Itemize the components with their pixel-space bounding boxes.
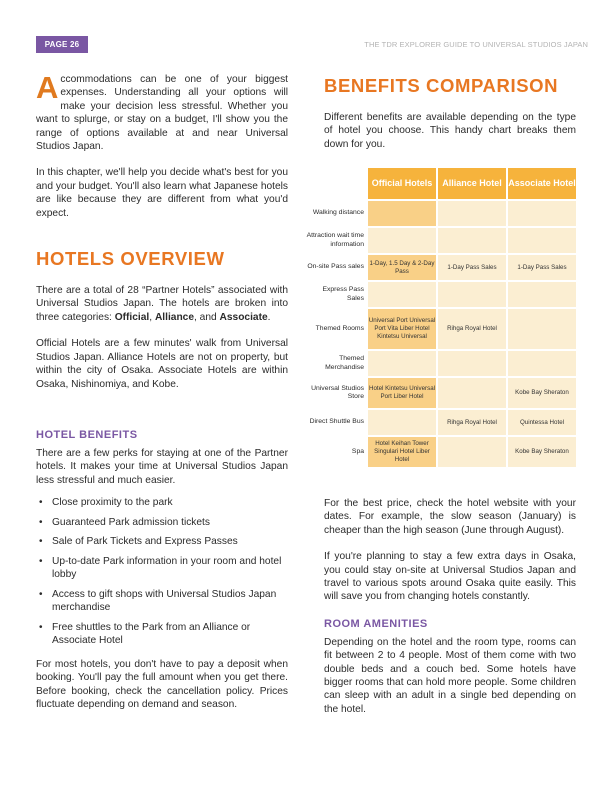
table-cell bbox=[508, 201, 576, 226]
stay-paragraph: If you're planning to stay a few extra days in Osaka, you could stay on-site at Universal Studios Japan and travel to various spots around Osaka quite easily. This will save you from changing hotels constantly. bbox=[324, 551, 576, 603]
list-item: • Close proximity to the park bbox=[39, 497, 173, 509]
left-column bbox=[36, 70, 288, 711]
table-row bbox=[304, 282, 576, 307]
table-cell: 1-Day, 1.5 Day & 2-Day Pass bbox=[368, 255, 436, 280]
row-label: Direct Shuttle Bus bbox=[309, 418, 364, 426]
table-cell bbox=[368, 282, 436, 307]
table-cell: Hotel Keihan Tower Singulari Hotel Liber Hotel bbox=[368, 437, 436, 467]
table-cell: 1-Day Pass Sales bbox=[508, 255, 576, 280]
row-label: Walking distance bbox=[312, 209, 364, 217]
hotels-overview-heading: HOTELS OVERVIEW bbox=[36, 248, 225, 270]
table-cell bbox=[508, 351, 576, 376]
benefits-comparison-heading: BENEFITS COMPARISON bbox=[324, 75, 559, 96]
table-cell bbox=[438, 351, 506, 376]
table-cell: Kobe Bay Sheraton bbox=[508, 378, 576, 408]
table-cell bbox=[438, 437, 506, 467]
row-label: Attraction wait time information bbox=[306, 232, 364, 248]
page-number-badge: PAGE 26 bbox=[36, 36, 88, 53]
list-item: • Access to gift shops with Universal Studios Japan merchandise bbox=[39, 588, 277, 614]
table-row bbox=[304, 255, 576, 280]
hotel-benefits-heading: HOTEL BENEFITS bbox=[36, 428, 138, 441]
right-column bbox=[324, 73, 576, 151]
table-cell bbox=[438, 378, 506, 408]
benefits-comparison-table bbox=[302, 166, 578, 469]
column-header-alliance: Alliance Hotel bbox=[438, 168, 506, 199]
table-cell: Hotel Kintetsu Universal Port Liber Hotel bbox=[368, 378, 436, 408]
room-amenities-heading: ROOM AMENITIES bbox=[324, 617, 428, 630]
table-row bbox=[304, 309, 576, 349]
table-cell: Rihga Royal Hotel bbox=[438, 309, 506, 349]
list-item: • Sale of Park Tickets and Express Passes bbox=[39, 536, 238, 548]
row-label: Themed Merchandise bbox=[325, 355, 364, 371]
table-cell bbox=[508, 228, 576, 253]
table-cell bbox=[368, 351, 436, 376]
table-row bbox=[304, 201, 576, 226]
table-row bbox=[304, 410, 576, 435]
table-row bbox=[304, 228, 576, 253]
drop-cap: A bbox=[36, 70, 59, 105]
table-row bbox=[304, 437, 576, 467]
benefits-paragraph: There are a few perks for staying at one of the Partner hotels. It makes your time at Universal Studios Japan less stressful and much easier. bbox=[36, 447, 288, 486]
table-cell bbox=[508, 282, 576, 307]
table-cell bbox=[368, 228, 436, 253]
list-item: • Guaranteed Park admission tickets bbox=[39, 516, 210, 528]
overview-paragraph-2: Official Hotels are a few minutes' walk from Universal Studios Japan. Alliance Hotels are not on property, but within the city of Osaka. Associate Hotels are within Osaka, Nishinomiya, and Kobe. bbox=[36, 338, 288, 390]
table-header-row bbox=[304, 168, 576, 199]
intro-paragraph-2: In this chapter, we'll help you decide what's best for you and your budget. You'll also learn what Japanese hotels are like because they are different from what you'd expect. bbox=[36, 167, 288, 219]
row-label: On-site Pass sales bbox=[307, 263, 364, 271]
table-cell bbox=[508, 309, 576, 349]
list-item: • Free shuttles to the Park from an Alliance or Associate Hotel bbox=[39, 621, 251, 647]
corner-cell bbox=[304, 168, 366, 199]
table-row bbox=[304, 351, 576, 376]
column-header-official: Official Hotels bbox=[368, 168, 436, 199]
table-cell: Quintessa Hotel bbox=[508, 410, 576, 435]
table-cell bbox=[438, 201, 506, 226]
amenities-paragraph: Depending on the hotel and the room type, rooms can fit between 2 to 4 people. Most of them come with two double beds and a couch bed. Some hotels have bigger rooms that can hold more people. Some children can sleep with an adult in a single bed depending on the hotel. bbox=[324, 636, 576, 715]
table-cell: Rihga Royal Hotel bbox=[438, 410, 506, 435]
table-cell: Kobe Bay Sheraton bbox=[508, 437, 576, 467]
row-label: Themed Rooms bbox=[315, 324, 364, 332]
table-cell: 1-Day Pass Sales bbox=[438, 255, 506, 280]
price-paragraph: For the best price, check the hotel website with your dates. For example, the slow season (January) is cheaper than the high season (June through August). bbox=[324, 498, 576, 536]
perks-list bbox=[36, 496, 288, 648]
row-label: Express Pass Sales bbox=[322, 286, 364, 302]
intro-paragraph: Accommodations can be one of your biggest expenses. Understanding all your options will make your decision less stressful. Whether you want to splurge, or stay on a budget, I'll show you the range of options available at and near Universal Studios Japan. bbox=[36, 70, 288, 153]
table-row bbox=[304, 378, 576, 408]
table-cell bbox=[438, 228, 506, 253]
running-title: THE TDR EXPLORER GUIDE TO UNIVERSAL STUDIOS JAPAN bbox=[364, 40, 588, 49]
overview-paragraph: There are a total of 28 “Partner Hotels” associated with Universal Studios Japan. The hotels are broken into three categories: Official, Alliance, and Associate. bbox=[36, 285, 288, 323]
table-cell bbox=[368, 201, 436, 226]
column-header-associate: Associate Hotel bbox=[508, 168, 576, 199]
table-cell bbox=[368, 410, 436, 435]
table-cell: Universal Port Universal Port Vita Liber Hotel Kintetsu Universal bbox=[368, 309, 436, 349]
row-label: Spa bbox=[351, 447, 364, 455]
row-label: Universal Studios Store bbox=[311, 384, 364, 400]
right-column-lower bbox=[324, 497, 576, 716]
list-item: • Up-to-date Park information in your room and hotel lobby bbox=[39, 555, 282, 581]
comparison-intro: Different benefits are available depending on the type of hotel you choose. This handy chart breaks them down for you. bbox=[324, 112, 576, 150]
deposit-paragraph: For most hotels, you don't have to pay a deposit when booking. You'll pay the full amount when you get there. Before booking, check the cancellation policy. Prices fluctuate depending on demand and season. bbox=[36, 658, 288, 710]
table-cell bbox=[438, 282, 506, 307]
